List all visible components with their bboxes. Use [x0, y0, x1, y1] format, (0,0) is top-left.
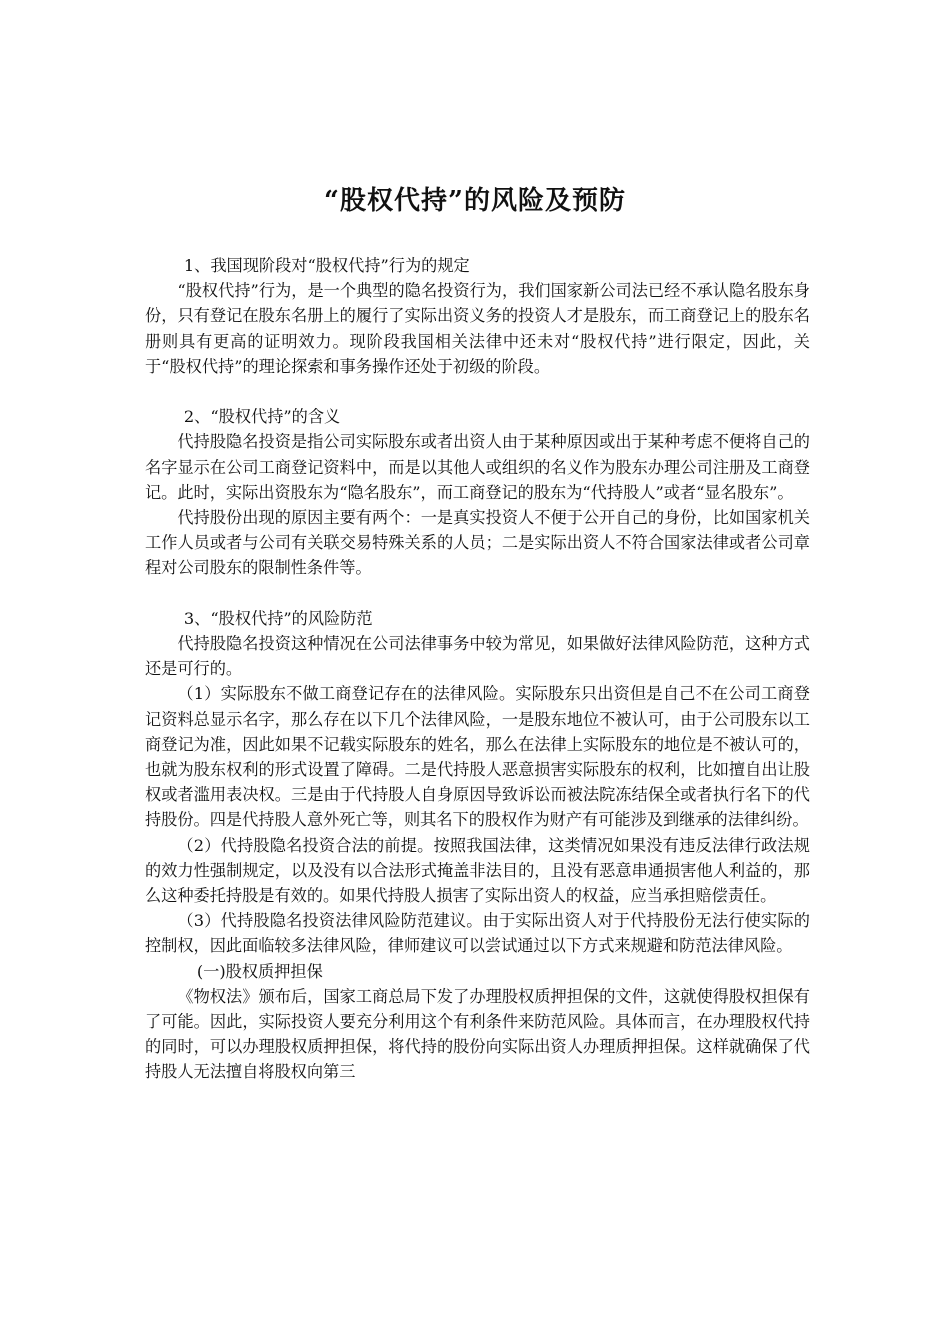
paragraph: 代持股份出现的原因主要有两个：一是真实投资人不便于公开自己的身份，比如国家机关工作人员或者与公司有关联交易特殊关系的人员；二是实际出资人不符合国家法律或者公司章程对公司股东的限制性条件等。	[145, 508, 810, 578]
sub-heading: (一)股权质押担保	[196, 961, 323, 981]
paragraph: 代持股隐名投资是指公司实际股东或者出资人由于某种原因或出于某种考虑不便将自己的名字显示在公司工商登记资料中，而是以其他人或组织的名义作为股东办理公司注册及工商登记。此时，实际出资股东为“隐名股东”，而工商登记的股东为“代持股人”或者“显名股东”。	[145, 432, 810, 502]
section-heading-3: 3、“股权代持”的风险防范	[183, 608, 373, 628]
paragraph-gap	[145, 581, 810, 606]
paragraph: 《物权法》颁布后，国家工商总局下发了办理股权质押担保的文件，这就使得股权担保有了可能。因此，实际投资人要充分利用这个有利条件来防范风险。具体而言，在办理股权代持的同时，可以办理股权质押担保，将代持的股份向实际出资人办理质押担保。这样就确保了代持股人无法擅自将股权向第三	[145, 986, 810, 1082]
document-title: “股权代持”的风险及预防	[324, 186, 626, 216]
section-heading-1: 1、我国现阶段对“股权代持”行为的规定	[183, 256, 470, 275]
paragraph-gap	[145, 379, 810, 404]
document-body	[145, 253, 810, 1085]
paragraph: （2）代持股隐名投资合法的前提。按照我国法律，这类情况如果没有违反法律行政法规的效力性强制规定，以及没有以合法形式掩盖非法目的，且没有恶意串通损害他人利益的，那么这种委托持股是有效的。如果代持股人损害了实际出资人的权益，应当承担赔偿责任。	[145, 835, 810, 906]
section-heading-2: 2、“股权代持”的含义	[183, 407, 341, 427]
paragraph: （3）代持股隐名投资法律风险防范建议。由于实际出资人对于代持股份无法行使实际的控制权，因此面临较多法律风险，律师建议可以尝试通过以下方式来规避和防范法律风险。	[145, 911, 810, 956]
paragraph: “股权代持”行为，是一个典型的隐名投资行为，我们国家新公司法已经不承认隐名股东身份，只有登记在股东名册上的履行了实际出资义务的投资人才是股东，而工商登记上的股东名册则具有更高的证明效力。现阶段我国相关法律中还未对“股权代持”进行限定，因此，关于“股权代持”的理论探索和事务操作还处于初级的阶段。	[145, 281, 810, 376]
paragraph: 代持股隐名投资这种情况在公司法律事务中较为常见，如果做好法律风险防范，这种方式还是可行的。	[145, 634, 810, 679]
paragraph: （1）实际股东不做工商登记存在的法律风险。实际股东只出资但是自己不在公司工商登记资料总显示名字，那么存在以下几个法律风险，一是股东地位不被认可，由于公司股东以工商登记为准，因此如果不记载实际股东的姓名，那么在法律上实际股东的地位是不被认可的，也就为股东权利的形式设置了障碍。二是代持股人恶意损害实际股东的权利，比如擅自出让股权或者滥用表决权。三是由于代持股人自身原因导致诉讼而被法院冻结保全或者执行名下的代持股份。四是代持股人意外死亡等，则其名下的股权作为财产有可能涉及到继承的法律纠纷。	[145, 684, 810, 830]
